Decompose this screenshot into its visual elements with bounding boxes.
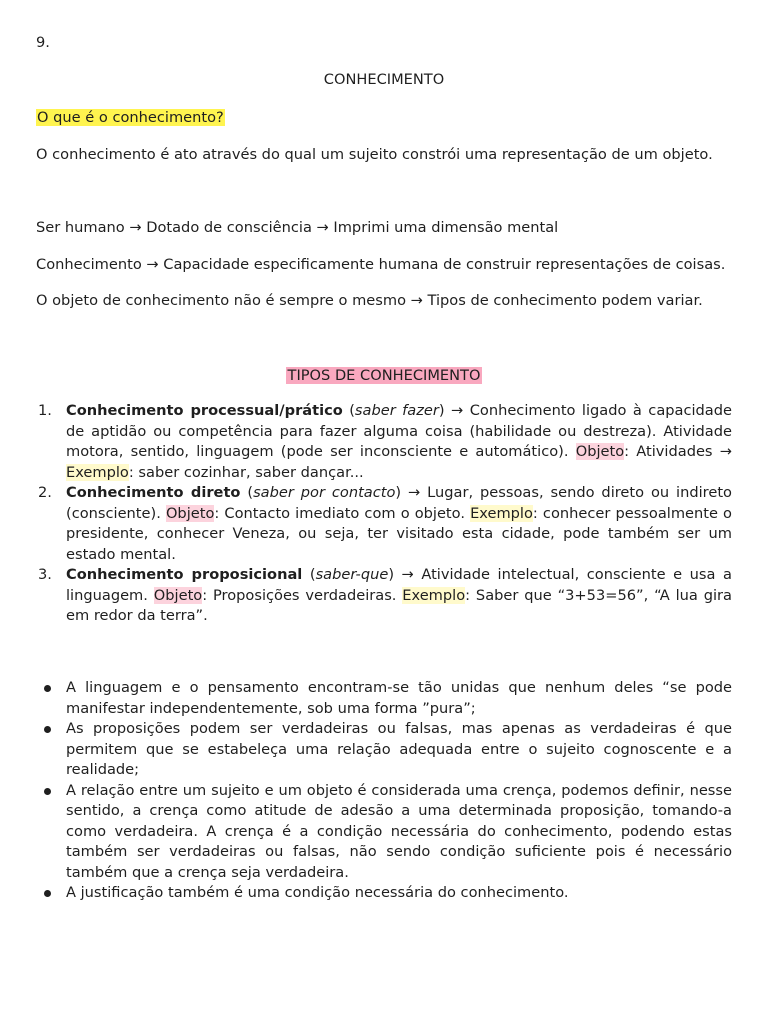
objeto-label: Objeto <box>153 586 203 604</box>
objeto-text: : Contacto imediato com o objeto. <box>214 504 471 522</box>
line-knowledge: Conhecimento → Capacidade especificamente humana de construir representações de coisas. <box>36 256 726 273</box>
list-number: 3. <box>38 566 52 583</box>
bullet-icon <box>44 890 51 897</box>
definition-text: O conhecimento é ato através do qual um sujeito constrói uma representação de um objeto. <box>36 146 713 163</box>
type-text: ( <box>342 402 355 419</box>
line-object: O objeto de conhecimento não é sempre o mesmo → Tipos de conhecimento podem variar. <box>36 292 703 309</box>
type-text: ) → Conhecimento ligado à capacidade de aptidão ou competência para fazer alguma coisa (habilidade ou destreza). Atividade motora, sentido, linguagem (pode ser inconsciente e automático). <box>66 402 732 460</box>
bullet-text: A relação entre um sujeito e um objeto é considerada uma crença, podemos definir, nesse sentido, a crença como atitude de adesão a uma determinada proposição, tomando-a como verdadeira. A crença é a condição necessária do conhecimento, podendo estas também ser verdadeiras ou falsas, não sendo condição suficiente pois é necessário também que a crença seja verdadeira. <box>66 781 732 881</box>
question-text: O que é o conhecimento? <box>37 109 224 126</box>
list-item <box>38 565 732 627</box>
bullet-text: A justificação também é uma condição necessária do conhecimento. <box>66 884 569 901</box>
bullet-text: As proposições podem ser verdadeiras ou falsas, mas apenas as verdadeiras é que permitem que se estabeleça uma relação adequada entre o sujeito cognoscente e a realidade; <box>66 720 732 778</box>
type-name: Conhecimento processual/prático <box>66 402 343 419</box>
types-list <box>36 401 732 627</box>
list-item <box>66 883 732 904</box>
list-item <box>66 678 732 719</box>
type-text: ) → Lugar, pessoas, sendo direto ou indireto (consciente). <box>66 484 732 522</box>
type-alias: saber-que <box>315 566 389 583</box>
question-heading <box>36 108 225 128</box>
type-name: Conhecimento direto <box>66 484 241 501</box>
objeto-label: Objeto <box>165 504 215 522</box>
list-item <box>38 483 732 565</box>
type-alias: saber fazer <box>354 402 439 419</box>
line-human: Ser humano → Dotado de consciência → Imprimi uma dimensão mental <box>36 219 559 236</box>
list-item <box>38 401 732 483</box>
exemplo-label: Exemplo <box>66 463 129 481</box>
exemplo-text: : conhecer pessoalmente o presidente, conhecer Veneza, ou seja, ter visitado esta cidade, pode também ser um estado mental. <box>66 504 732 563</box>
objeto-text: : Proposições verdadeiras. <box>202 586 403 604</box>
types-heading-text: TIPOS DE CONHECIMENTO <box>287 367 481 384</box>
bullets-list <box>36 678 732 904</box>
exemplo-label: Exemplo <box>402 586 466 604</box>
list-number: 2. <box>38 484 52 501</box>
type-text: ( <box>240 484 254 501</box>
bullet-icon <box>44 788 51 795</box>
list-item <box>66 781 732 884</box>
type-alias: saber por contacto <box>253 484 396 501</box>
objeto-label: Objeto <box>575 443 625 460</box>
bullet-text: A linguagem e o pensamento encontram-se tão unidas que nenhum deles “se pode manifestar independentemente, sob uma forma ”pura”; <box>66 679 732 717</box>
types-heading <box>0 366 768 386</box>
objeto-text: : Atividades → <box>624 443 732 460</box>
exemplo-text: : Saber que “3+53=56”, “A lua gira em redor da terra”. <box>66 586 732 624</box>
type-text: ) → Atividade intelectual, consciente e usa a linguagem. <box>66 566 732 604</box>
exemplo-text: : saber cozinhar, saber dançar... <box>128 463 364 481</box>
list-item <box>66 719 732 781</box>
exemplo-label: Exemplo <box>470 504 533 522</box>
bullet-icon <box>44 726 51 733</box>
list-number: 1. <box>38 402 52 419</box>
page-title: CONHECIMENTO <box>323 71 445 88</box>
page-number: 9. <box>36 34 50 51</box>
bullet-icon <box>44 685 51 692</box>
type-text: ( <box>302 566 316 583</box>
type-name: Conhecimento proposicional <box>66 566 303 583</box>
